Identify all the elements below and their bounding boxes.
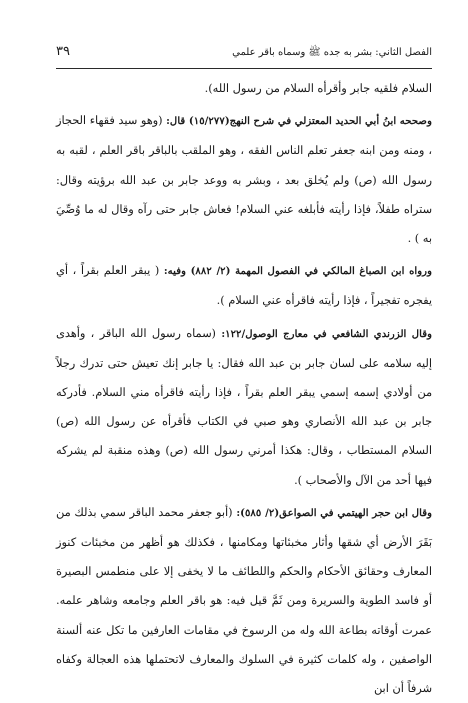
paragraph xyxy=(56,74,432,103)
paragraph-text: ( يبقر العلم بقراً ، أي يفجره تفجيراً ، فإذا رأيته فاقرأه عني السلام ). xyxy=(56,264,432,308)
paragraph-text: (أبو جعفر محمد الباقر سمي بذلك من بَقَرَ الأرض أي شقها وأثار مخبئاتها ومكامنها ، فكذلك هو أظهر من مخبئات كنوز المعارف وحقائق الأحكام والحكم واللطائف ما لا يخفى إلا على منطمس البصيرة أو فاسد الطوية والسريرة ومن ثَمَّ قيل فيه: هو باقر العلم وجامعه وشاهر علمه. عمرت أوقاته بطاعة الله وله من الرسوخ في مقامات العارفين ما تكل عنه ألسنة الواصفين ، وله كلمات كثيرة في السلوك والمعارف لاتحتملها هذه العجالة وكفاه شرفاً أن ابن xyxy=(56,505,432,696)
page-body xyxy=(56,74,432,703)
paragraph-text: السلام فلقيه جابر وأقرأه السلام من رسول الله). xyxy=(204,82,432,95)
paragraph xyxy=(56,106,432,253)
running-header xyxy=(56,42,432,64)
paragraph xyxy=(56,319,432,495)
page-number: ٣٩ xyxy=(56,44,70,59)
paragraph-text: (سماه رسول الله الباقر ، وأهدى إليه سلامه على لسان جابر بن عبد الله فقال: يا جابر إنك تعيش حتى تدرك رجلاً من أولادي إسمه إسمي يبقر العلم بقراً ، فإذا رأيته فاقرأه مني السلام. فأدركه جابر بن عبد الله الأنصاري وهو صبي في الكتاب فأقرأه عن رسول الله (ص) السلام المستطاب ، وقال: هكذا أمرني رسول الله (ص) وهذه منقبة لم يشركه فيها أحد من الآل والأصحاب ). xyxy=(56,326,432,487)
paragraph-text: (وهو سيد فقهاء الحجاز ، ومنه ومن ابنه جعفر تعلم الناس الفقه ، وهو الملقب بالباقر باقر العلم ، لقبه به رسول الله (ص) ولم يُخلق بعد ، وبشر به ووعد جابر بن عبد الله برؤيته وقال: ستراه طفلاً، فإذا رأيته فأبلغه عني السلام! فعاش جابر حتى رآه وقال له ما وُصِّيَ به ) . xyxy=(56,114,432,246)
paragraph xyxy=(56,498,432,703)
citation-source: ورواه ابن الصباغ المالكي في الفصول المهمة (٢/ ٨٨٢) وفيه: xyxy=(163,265,432,278)
paragraph xyxy=(56,256,432,315)
citation-source: وصححه ابنُ أبي الحديد المعتزلي في شرح النهج(١٥/٢٧٧) قال: xyxy=(166,115,432,128)
citation-source: وقال ابن حجر الهيتمي في الصواعق(٢/ ٥٨٥): xyxy=(236,506,432,519)
citation-source: وقال الزرندي الشافعي في معارج الوصول/١٢٢: xyxy=(221,327,433,340)
chapter-title: الفصل الثاني: بشر به جده ﷺ وسماه باقر علمي xyxy=(232,47,432,58)
header-rule xyxy=(56,68,432,69)
